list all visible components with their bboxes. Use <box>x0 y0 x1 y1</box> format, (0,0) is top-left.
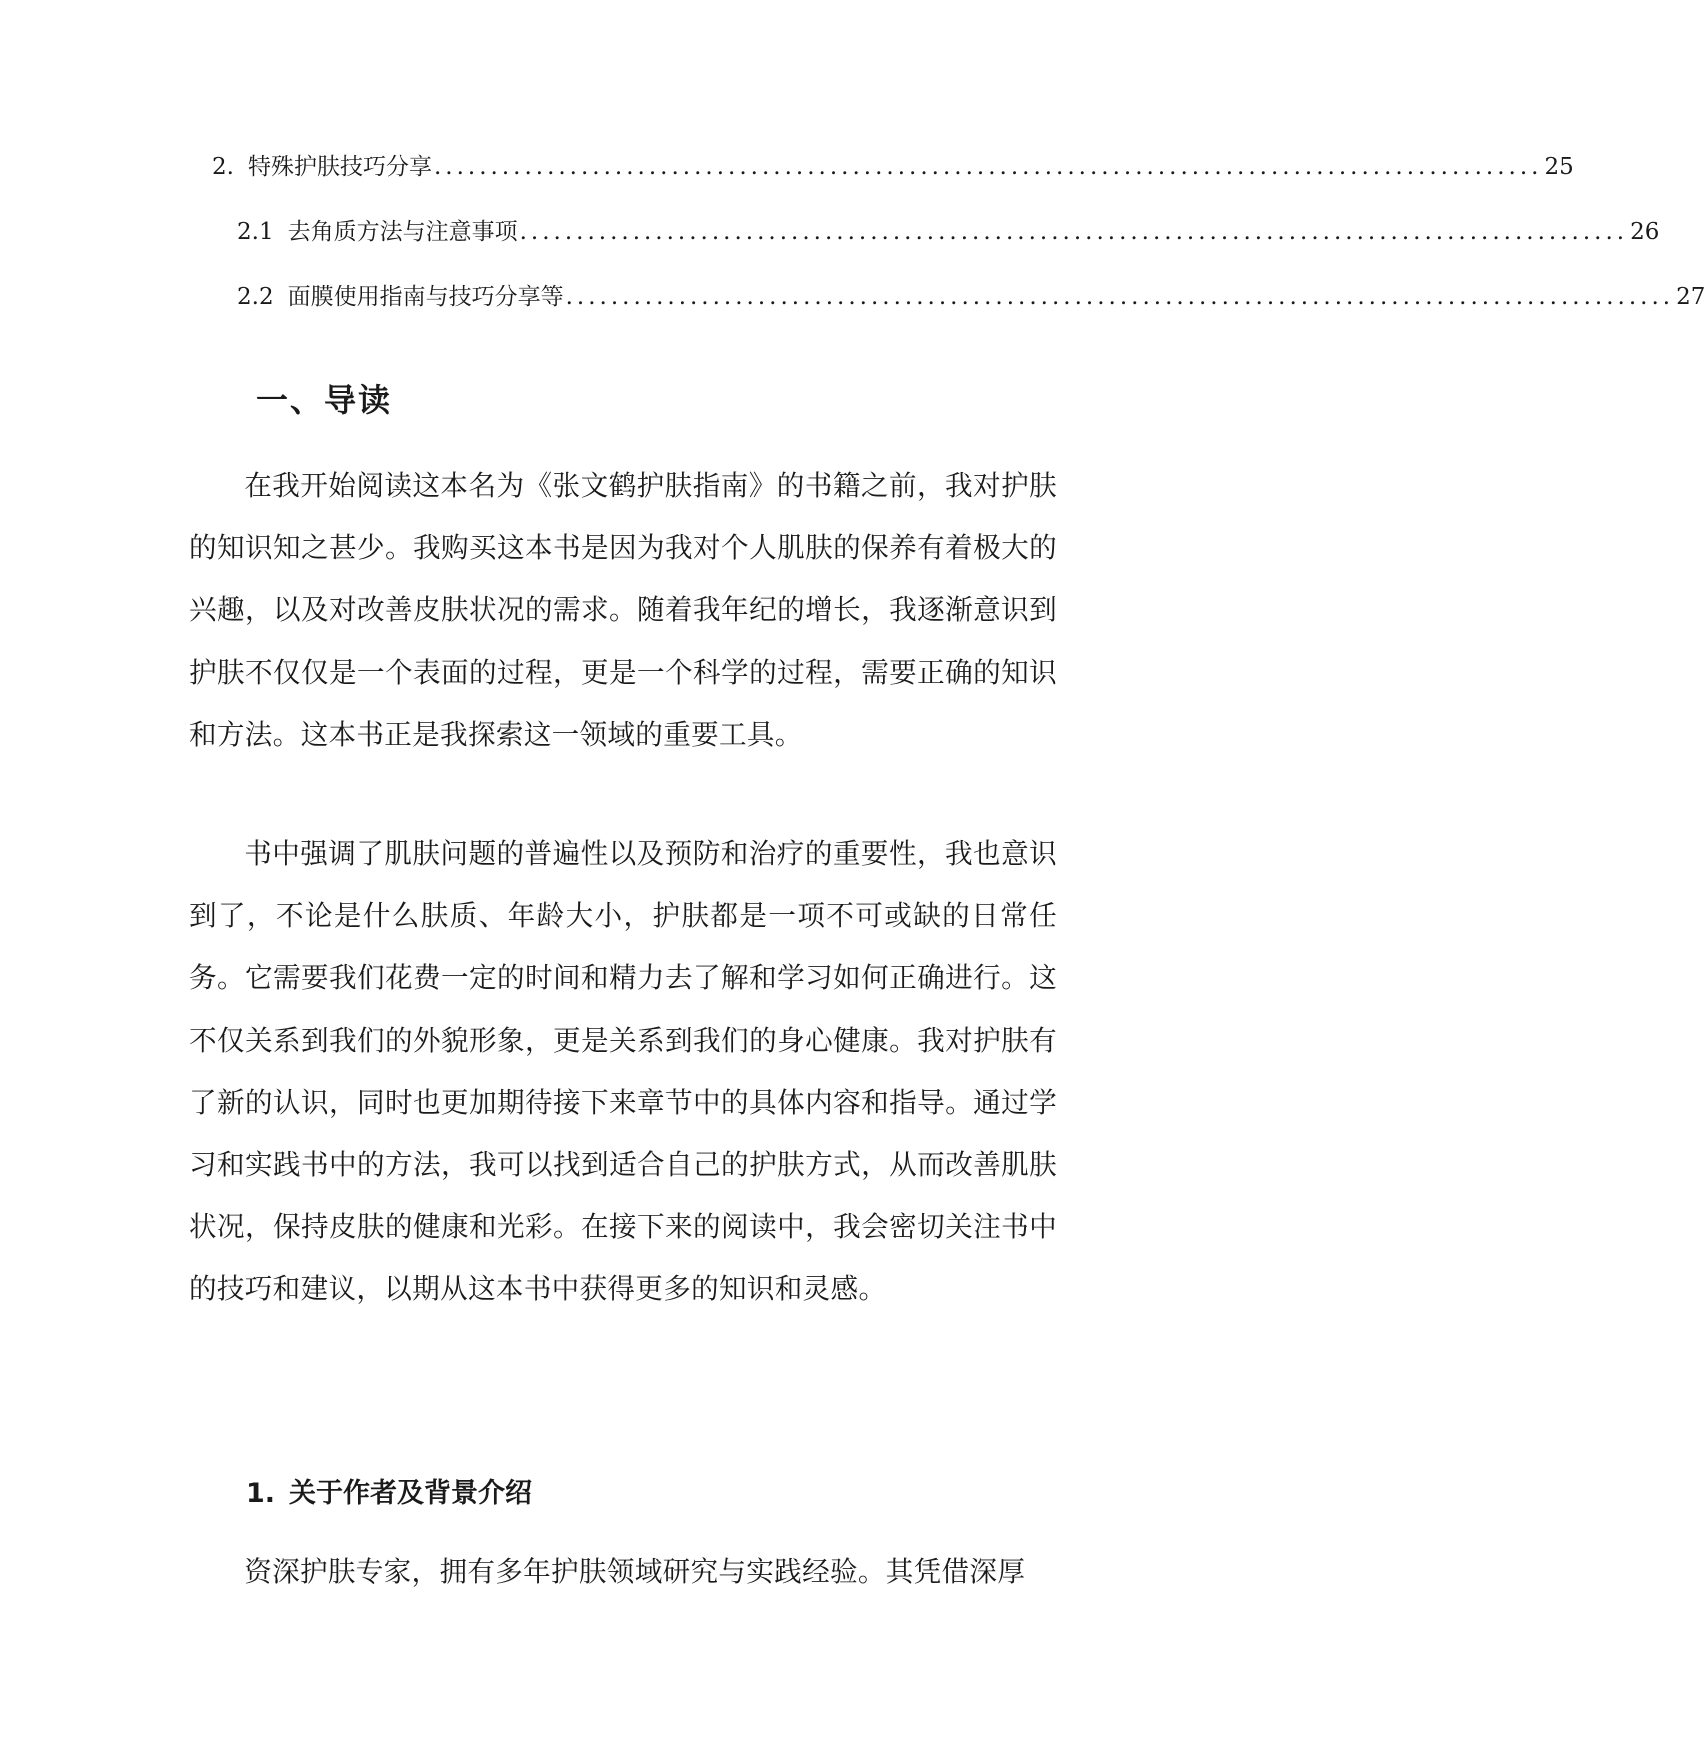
section-heading-intro: 一、导读 <box>256 381 393 419</box>
toc-entry-number: 2.2 <box>237 284 274 310</box>
toc-entry[interactable] <box>212 152 1574 182</box>
toc-entry-number: 2. <box>212 154 234 180</box>
toc-entry[interactable] <box>237 282 1705 312</box>
toc-leader-dots: .................................................................................................. <box>519 219 1629 245</box>
toc-entry-page: 27 <box>1676 284 1705 310</box>
toc-leader-dots: .................................................................................................. <box>433 154 1543 180</box>
body-paragraph: 资深护肤专家，拥有多年护肤领域研究与实践经验。其凭借深厚 <box>244 1555 1026 1588</box>
subsection-heading-author <box>246 1476 532 1512</box>
toc-entry[interactable] <box>237 217 1660 247</box>
body-paragraph: 书中强调了肌肤问题的普遍性以及预防和治疗的重要性，我也意识到了，不论是什么肤质、年龄大小，护肤都是一项不可或缺的日常任务。它需要我们花费一定的时间和精力去了解和学习如何正确进行。这不仅关系到我们的外貌形象，更是关系到我们的身心健康。我对护肤有了新的认识，同时也更加期待接下来章节中的具体内容和指导。通过学习和实践书中的方法，我可以找到适合自己的护肤方式，从而改善肌肤状况，保持皮肤的健康和光彩。在接下来的阅读中，我会密切关注书中的技巧和建议，以期从这本书中获得更多的知识和灵感。 <box>189 837 1057 1306</box>
toc-entry-title: 去角质方法与注意事项 <box>287 219 518 245</box>
toc-leader-dots: .................................................................................................. <box>565 284 1675 310</box>
toc-entry-number: 2.1 <box>237 219 274 245</box>
subsection-number: 1. <box>246 1478 276 1509</box>
body-paragraph: 在我开始阅读这本名为《张文鹤护肤指南》的书籍之前，我对护肤的知识知之甚少。我购买这本书是因为我对个人肌肤的保养有着极大的兴趣，以及对改善皮肤状况的需求。随着我年纪的增长，我逐渐意识到护肤不仅仅是一个表面的过程，更是一个科学的过程，需要正确的知识和方法。这本书正是我探索这一领域的重要工具。 <box>189 469 1057 751</box>
toc-entry-page: 25 <box>1544 154 1574 180</box>
toc-entry-page: 26 <box>1630 219 1660 245</box>
toc-entry-title: 面膜使用指南与技巧分享等 <box>287 284 564 310</box>
toc-entry-title: 特殊护肤技巧分享 <box>247 154 432 180</box>
subsection-title: 关于作者及背景介绍 <box>289 1478 533 1509</box>
